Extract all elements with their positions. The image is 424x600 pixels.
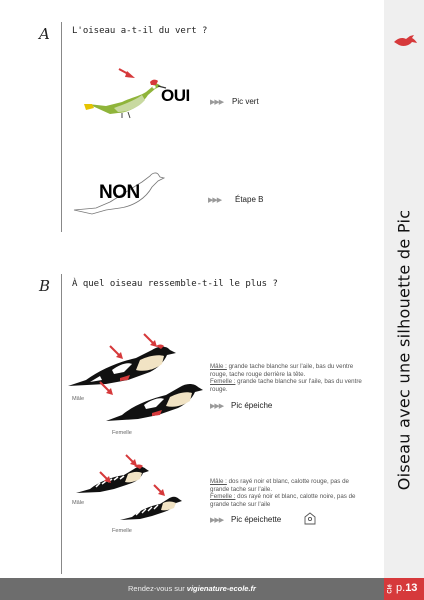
male-label: Mâle : xyxy=(210,478,227,485)
female-caption: Femelle xyxy=(112,430,132,436)
result-pic-vert: Pic vert xyxy=(232,97,259,106)
lesser-spotted-woodpecker-female-illustration xyxy=(118,492,184,524)
pointer-arrow-icon xyxy=(142,332,160,350)
pointer-arrow-icon xyxy=(152,483,168,499)
footer-text xyxy=(0,578,384,600)
oui-label: OUI xyxy=(161,86,190,105)
female-text: grande tache blanche sur l'aile, bas du ventre rouge. xyxy=(210,378,362,393)
non-label: NON xyxy=(99,182,140,203)
birdhouse-icon xyxy=(304,512,316,525)
male-caption: Mâle xyxy=(72,500,85,506)
description-pic-epeiche xyxy=(210,363,364,393)
page-prefix: p. xyxy=(396,582,406,594)
pointer-arrow-icon xyxy=(98,380,116,398)
female-text: dos rayé noir et blanc, calotte noire, pas de grande tache sur l'aile xyxy=(210,493,356,508)
section-b-divider xyxy=(61,274,62,574)
pointer-arrow-icon xyxy=(124,453,140,469)
section-a-letter: A xyxy=(39,25,50,43)
section-a-divider xyxy=(61,22,62,232)
description-pic-epeichette xyxy=(210,478,364,508)
arrow-right-icon: ▶▶▶ xyxy=(210,517,224,524)
male-caption: Mâle xyxy=(72,396,85,402)
footer-prefix: Rendez-vous sur xyxy=(128,584,187,593)
great-spotted-woodpecker-female-illustration xyxy=(104,375,204,425)
pointer-arrow-icon xyxy=(98,470,114,486)
female-label: Femelle : xyxy=(210,378,236,386)
arrow-right-icon: ▶▶▶ xyxy=(210,99,224,106)
section-b-letter: B xyxy=(39,277,51,295)
result-pic-epeiche: Pic épeiche xyxy=(231,401,273,410)
result-pic-epeichette: Pic épeichette xyxy=(231,515,282,524)
female-caption: Femelle xyxy=(112,528,132,534)
page-number xyxy=(396,582,417,594)
male-text: grande tache blanche sur l'aile, bas du ventre rouge, tache rouge derrière la tête. xyxy=(210,363,354,378)
male-label: Mâle : xyxy=(210,363,227,370)
red-bird-icon xyxy=(392,30,418,52)
male-text: dos rayé noir et blanc, calotte rouge, pas de grande tache sur l'aile. xyxy=(210,478,349,493)
footer-site-link[interactable]: vigienature-ecole.fr xyxy=(186,584,256,593)
pointer-arrow-icon xyxy=(118,66,140,82)
arrow-right-icon: ▶▶▶ xyxy=(210,403,224,410)
page-number-value: 13 xyxy=(405,582,418,594)
arrow-right-icon: ▶▶▶ xyxy=(208,197,222,204)
page-title: Oiseau avec une silhouette de Pic xyxy=(394,209,414,491)
result-etape-b: Étape B xyxy=(235,195,264,204)
female-label: Femelle : xyxy=(210,493,236,501)
page-key-label: Clé xyxy=(387,584,394,594)
section-a-question: L'oiseau a-t-il du vert ? xyxy=(72,26,208,36)
section-b-question: À quel oiseau ressemble-t-il le plus ? xyxy=(72,279,278,289)
pointer-arrow-icon xyxy=(108,344,126,362)
